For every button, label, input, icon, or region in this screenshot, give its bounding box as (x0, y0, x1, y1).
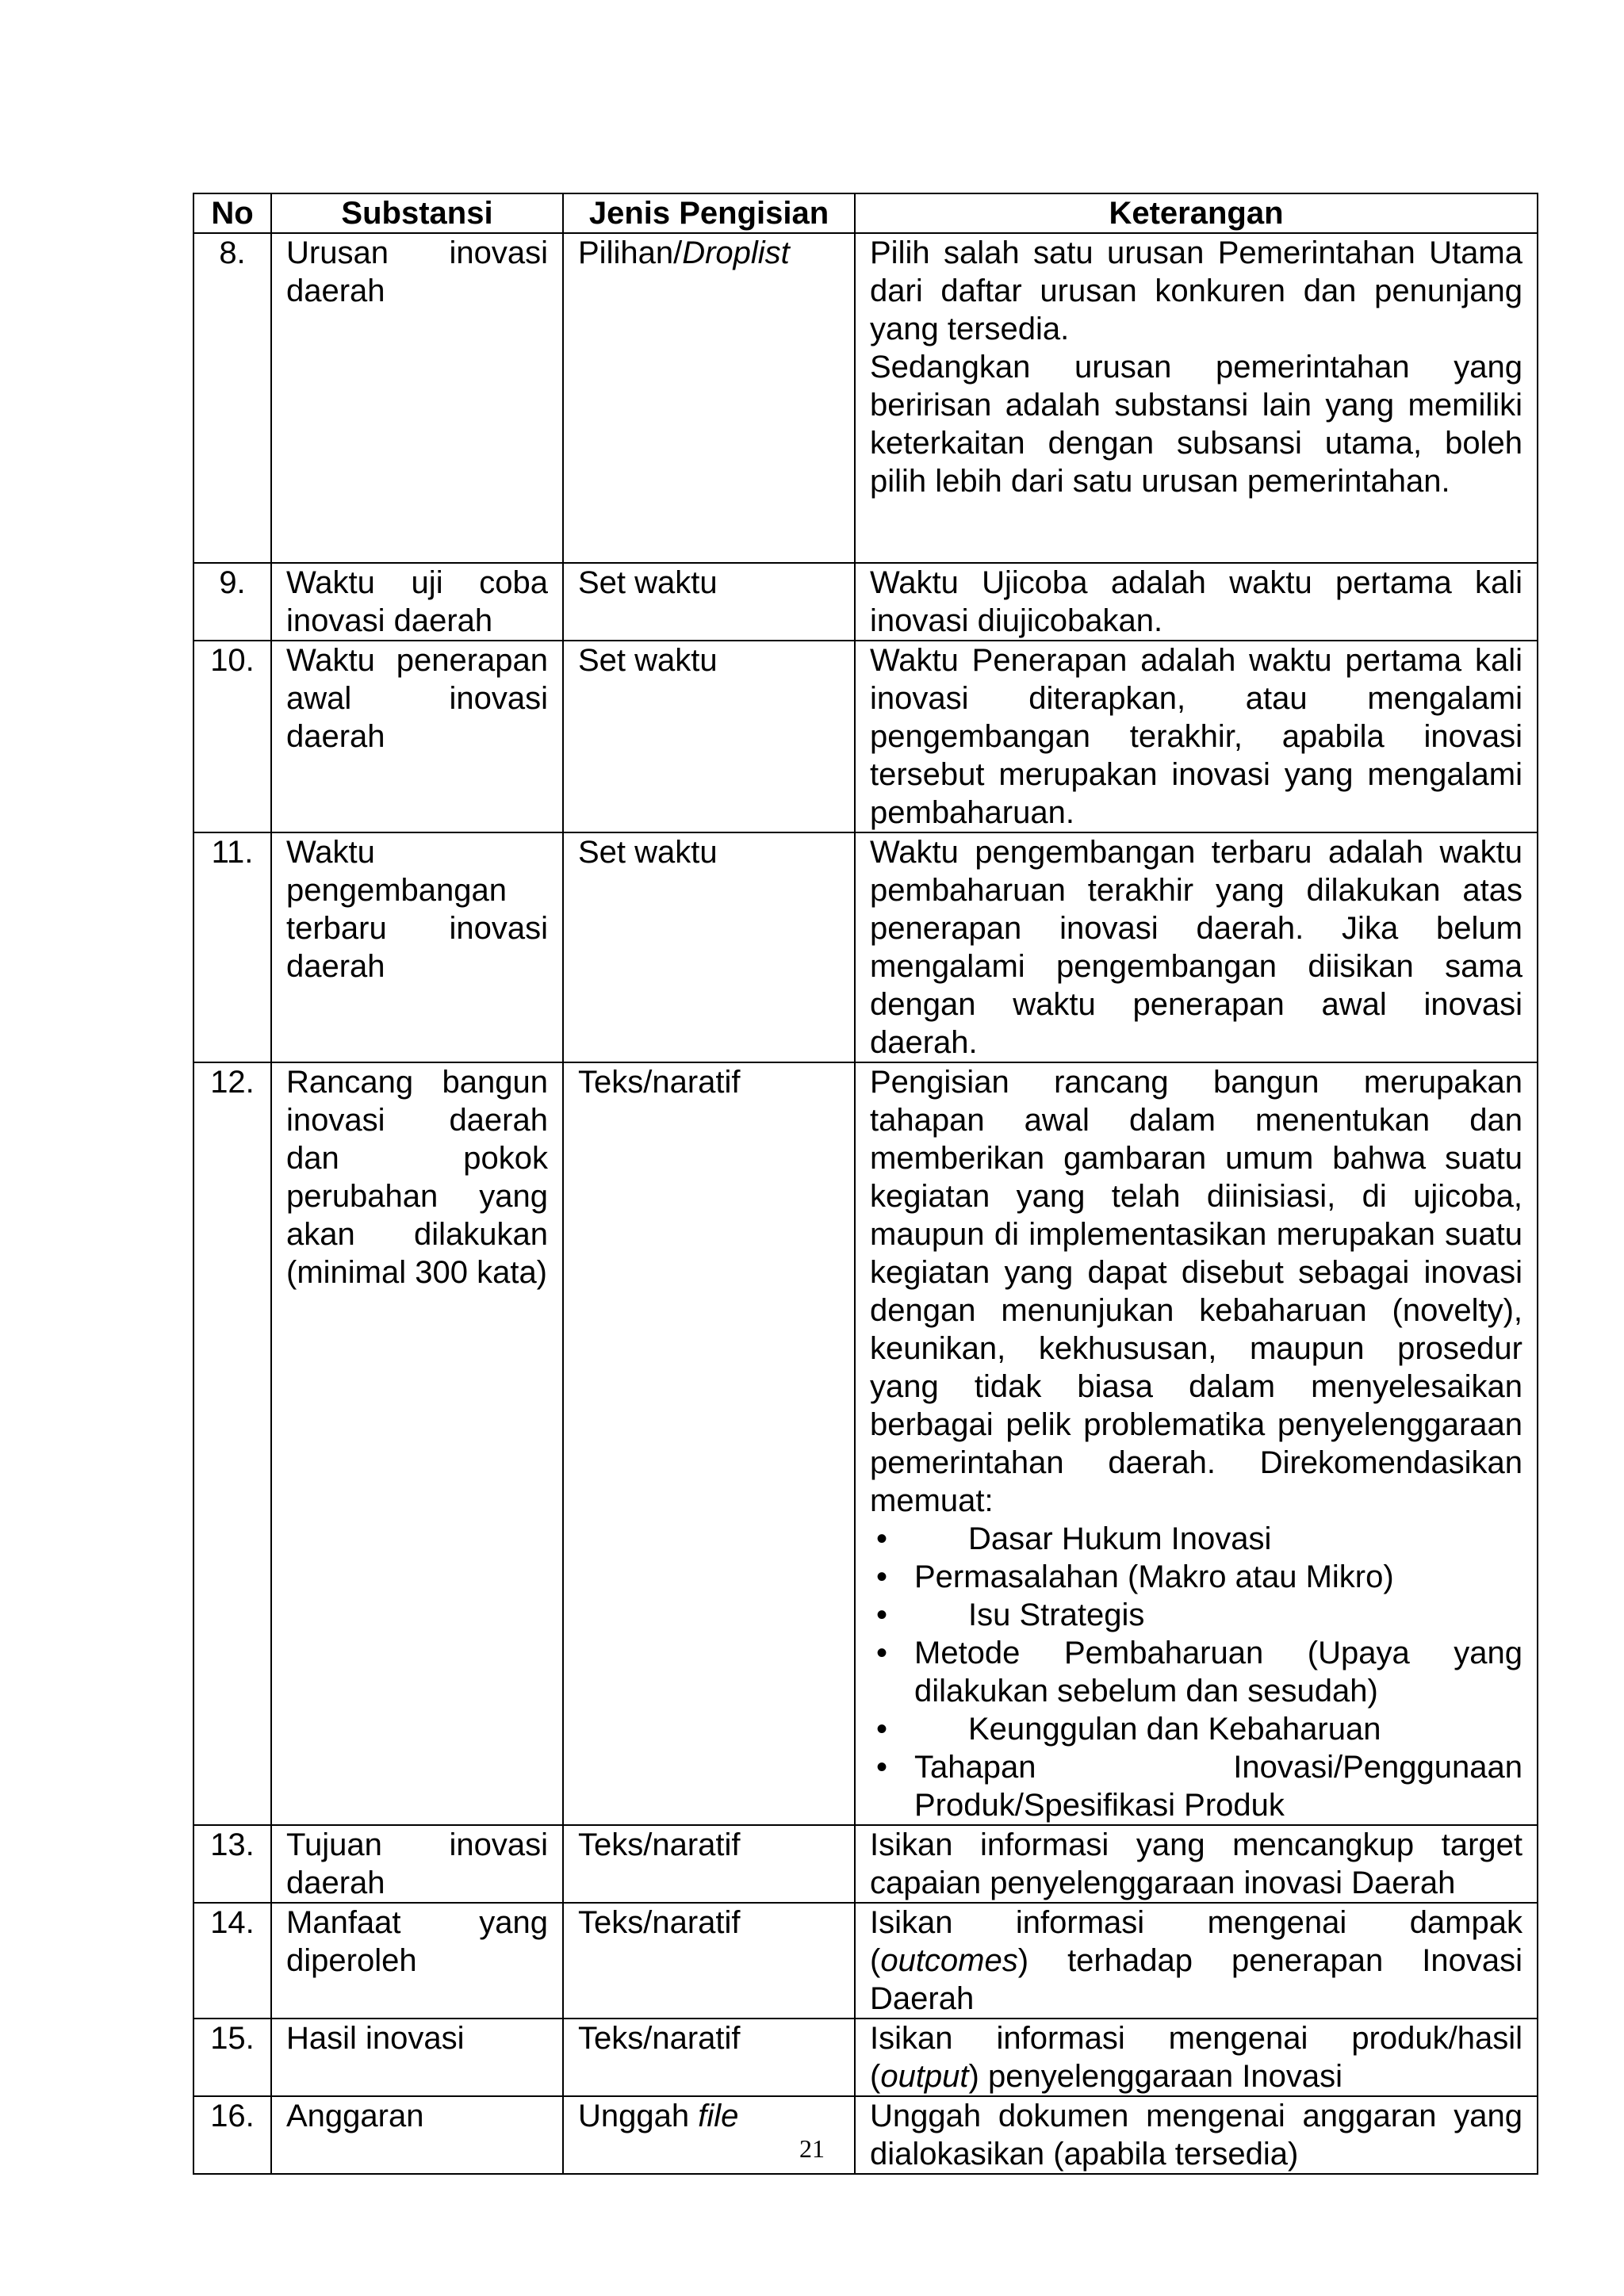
substansi-table (193, 193, 1538, 2175)
list-item (870, 1748, 1522, 1824)
keterangan-paragraph: Pengisian rancang bangun merupakan tahapan awal dalam menentukan dan memberikan gambaran umum bahwa suatu kegiatan yang telah diinisiasi, di ujicoba, maupun di implementasikan merupakan suatu kegiatan yang dapat disebut sebagai inovasi dengan menunjukan kebaharuan (novelty), keunikan, kekhususan, maupun prosedur yang tidak biasa dalam menyelesaikan berbagai pelik problematika penyelenggaraan pemerintahan daerah. Direkomendasikan memuat: (870, 1065, 1522, 1518)
row-number: 13. (193, 1825, 271, 1903)
row-keterangan: Unggah dokumen mengenai anggaran yang dialokasikan (apabila tersedia) (855, 2096, 1538, 2174)
row-jenis-pengisian: Teks/naratif (563, 1903, 855, 2019)
keterangan-text: Isikan informasi mengenai dampak ( (870, 1905, 1522, 1978)
bullet-icon: • (876, 1559, 888, 1594)
row-substansi: Urusan inovasi daerah (271, 233, 563, 563)
keterangan-text: ) penyelenggaraan Inovasi (968, 2059, 1342, 2094)
bullet-icon: • (876, 1598, 888, 1632)
table-row (193, 832, 1538, 1062)
row-substansi: Manfaat yang diperoleh (271, 1903, 563, 2019)
keterangan-italic-text: outcomes (880, 1943, 1018, 1978)
row-jenis-pengisian: Set waktu (563, 563, 855, 641)
jenis-text: Pilihan/ (578, 235, 683, 270)
row-keterangan: Waktu Penerapan adalah waktu pertama kali inovasi diterapkan, atau mengalami pengembangan terakhir, apabila inovasi tersebut merupakan inovasi yang mengalami pembaharuan. (855, 641, 1538, 832)
list-item-text: Tahapan Inovasi/Penggunaan Produk/Spesifikasi Produk (914, 1750, 1522, 1823)
row-number: 15. (193, 2019, 271, 2096)
row-substansi: Tujuan inovasi daerah (271, 1825, 563, 1903)
row-jenis-pengisian: Teks/naratif (563, 2019, 855, 2096)
list-item-text: Metode Pembaharuan (Upaya yang dilakukan sebelum dan sesudah) (914, 1636, 1522, 1709)
row-keterangan (855, 233, 1538, 563)
keterangan-text: Isikan informasi mengenai produk/hasil ( (870, 2021, 1522, 2094)
table-row (193, 1903, 1538, 2019)
list-item (870, 1710, 1522, 1748)
table-row (193, 641, 1538, 832)
keterangan-italic-text: output (880, 2059, 969, 2094)
list-item (870, 1634, 1522, 1710)
list-item-text: Keunggulan dan Kebaharuan (968, 1712, 1381, 1747)
jenis-text: Unggah (578, 2099, 699, 2133)
row-substansi: Anggaran (271, 2096, 563, 2174)
list-item-text: Isu Strategis (968, 1598, 1145, 1632)
bullet-icon: • (876, 1712, 888, 1747)
jenis-italic-text: file (698, 2099, 739, 2133)
row-keterangan (855, 1903, 1538, 2019)
table-header-row (193, 193, 1538, 233)
list-item-text: Permasalahan (Makro atau Mikro) (914, 1559, 1394, 1594)
bullet-icon: • (876, 1750, 888, 1785)
table-row (193, 233, 1538, 563)
row-number: 12. (193, 1062, 271, 1825)
list-item (870, 1520, 1522, 1558)
header-substansi: Substansi (271, 193, 563, 233)
row-keterangan: Waktu Ujicoba adalah waktu pertama kali inovasi diujicobakan. (855, 563, 1538, 641)
row-number: 8. (193, 233, 271, 563)
row-substansi: Rancang bangun inovasi daerah dan pokok perubahan yang akan dilakukan (minimal 300 kata) (271, 1062, 563, 1825)
header-keterangan: Keterangan (855, 193, 1538, 233)
bullet-icon: • (876, 1636, 888, 1670)
table-row (193, 563, 1538, 641)
row-number: 11. (193, 832, 271, 1062)
table-row (193, 1062, 1538, 1825)
row-number: 16. (193, 2096, 271, 2174)
row-substansi: Waktu penerapan awal inovasi daerah (271, 641, 563, 832)
row-keterangan: Waktu pengembangan terbaru adalah waktu pembaharuan terakhir yang dilakukan atas penerapan inovasi daerah. Jika belum mengalami pengembangan diisikan sama dengan waktu penerapan awal inovasi daerah. (855, 832, 1538, 1062)
row-jenis-pengisian: Teks/naratif (563, 1062, 855, 1825)
table-row (193, 2019, 1538, 2096)
list-item (870, 1596, 1522, 1634)
bullet-icon: • (876, 1521, 888, 1556)
row-keterangan: Isikan informasi yang mencangkup target capaian penyelenggaraan inovasi Daerah (855, 1825, 1538, 1903)
header-no: No (193, 193, 271, 233)
row-number: 9. (193, 563, 271, 641)
row-keterangan (855, 2019, 1538, 2096)
recommendation-list (870, 1520, 1522, 1824)
row-substansi: Waktu uji coba inovasi daerah (271, 563, 563, 641)
list-item-text: Dasar Hukum Inovasi (968, 1521, 1272, 1556)
row-jenis-pengisian: Set waktu (563, 641, 855, 832)
row-jenis-pengisian: Teks/naratif (563, 1825, 855, 1903)
keterangan-paragraph: Pilih salah satu urusan Pemerintahan Utama dari daftar urusan konkuren dan penunjang yang tersedia. (870, 235, 1522, 346)
row-number: 10. (193, 641, 271, 832)
header-jenis-pengisian: Jenis Pengisian (563, 193, 855, 233)
row-substansi: Hasil inovasi (271, 2019, 563, 2096)
row-substansi: Waktu pengembangan terbaru inovasi daerah (271, 832, 563, 1062)
keterangan-paragraph: Sedangkan urusan pemerintahan yang beririsan adalah substansi lain yang memiliki keterkaitan dengan subsansi utama, boleh pilih lebih dari satu urusan pemerintahan. (870, 350, 1522, 499)
row-jenis-pengisian: Set waktu (563, 832, 855, 1062)
row-keterangan (855, 1062, 1538, 1825)
list-item (870, 1558, 1522, 1596)
row-number: 14. (193, 1903, 271, 2019)
keterangan-text: ) terhadap penerapan Inovasi Daerah (870, 1943, 1522, 2016)
page-number: 21 (799, 2134, 825, 2163)
row-jenis-pengisian (563, 233, 855, 563)
jenis-italic-text: Droplist (682, 235, 790, 270)
table-row (193, 1825, 1538, 1903)
